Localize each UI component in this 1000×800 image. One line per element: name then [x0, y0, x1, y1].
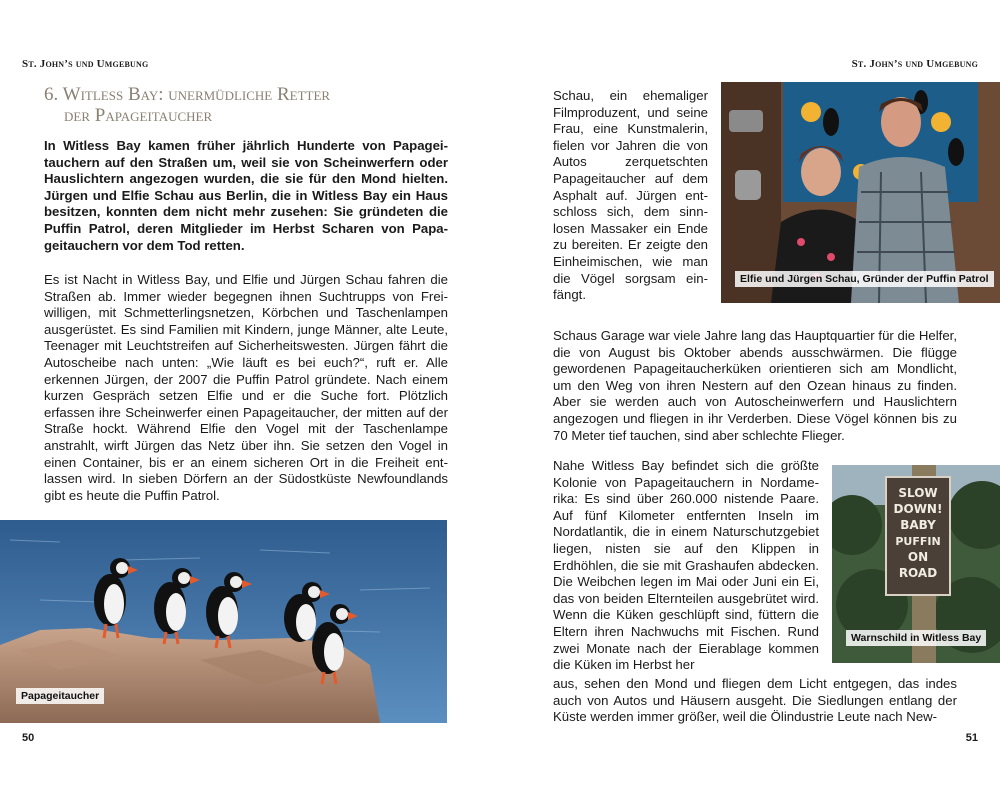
photo-caption-puffins: Papageitaucher — [16, 688, 104, 704]
sign-text-1: SLOW — [898, 486, 938, 500]
puffin-photo — [0, 520, 447, 723]
section-heading — [44, 84, 444, 126]
photo-caption-sign: Warnschild in Witless Bay — [846, 630, 986, 646]
sign-text-4: PUFFIN — [895, 535, 941, 548]
running-head-right: St. John’s und Umgebung — [851, 58, 978, 70]
sign-text-3: BABY — [900, 518, 936, 532]
heading-line-2: der Papageitaucher — [64, 105, 213, 126]
photo-caption-founders: Elfie und Jürgen Schau, Gründer der Puffin Patrol — [735, 271, 994, 287]
warning-sign-photo — [832, 465, 1000, 663]
right-paragraph-3-continued: aus, sehen den Mond und fliegen dem Licht entgegen, das indes auch von Autos und Häusern ausgeht. Die Siedlungen entlang der Küste werden immer größer, weil die Ölindustrie Leute nach New- — [553, 676, 957, 725]
founders-illustration — [721, 82, 1000, 303]
right-paragraph-3: Nahe Witless Bay befindet sich die größte Kolonie von Papageitauchern in Nordamerika: Es sind über 260.000 nistende Paare. Auf fünf Kilometer entfernten Inseln im Nordatlantik, die in einem Naturschutzgebiet liegen, nisten sie auf den Klippen in Erdhöhlen, die sie mit Grashaufen abdecken. Die Weibchen legen im Mai oder Juni ein Ei, das von beiden Elternteilen ausgebrütet wird. Wenn die Küken geschlüpft sind, füttern die Eltern ihren Nachwuchs mit Fischen. Rund zwei Monate nach der Eierablage kommen die Küken im Herbst her — [553, 458, 819, 673]
running-head-left: St. John’s und Umgebung — [22, 58, 149, 70]
founders-photo — [721, 82, 1000, 303]
page-number-right: 51 — [965, 732, 978, 744]
right-column-text: Schau, ein ehemaliger Filmproduzent, und seine Frau, eine Kunstmalerin, fielen vor Jahren die von Autos zerquetschten Papageitaucher auf dem Asphalt auf. Jürgen entschloss sich, dem sinnlosen Massaker ein Ende zu bereiten. Er zeigte den Einheimischen, wie man die Vögel sorgsam einfängt. — [553, 88, 708, 303]
page-number-left: 50 — [22, 732, 35, 744]
heading-line-1: 6. Witless Bay: unermüdliche Retter — [44, 84, 331, 105]
lead-paragraph: In Witless Bay kamen früher jährlich Hunderte von Papageitauchern auf den Straßen um, weil sie von Scheinwerfern oder Hauslichtern angezogen wurden, die sie für den Mond hielten. Jürgen und Elfie Schau aus Berlin, die in Witless Bay ein Haus besitzen, konnten dem nicht mehr zusehen: Sie gründeten die Puffin Patrol, deren Mitglieder im Herbst Scharen von Papageitauchern vor dem Tod retten. — [44, 138, 448, 253]
right-paragraph-2: Schaus Garage war viele Jahre lang das Hauptquartier für die Helfer, die von August bis Oktober abends ausschwärmen. Die flügge gewordenen Papageitaucherküken orientieren sich am Mondlicht, um den Weg von ihren Nestern auf den Ozean hinaus zu finden. Aber sie werden auch von Autoscheinwerfern und Hauslichtern angezogen und fliegen in ihr Verderben. Diese Vögel können bis zu 70 Meter tief tauchen, sind aber schlechte Flieger. — [553, 328, 957, 443]
sign-text-5: ON — [907, 550, 929, 564]
body-paragraph: Es ist Nacht in Witless Bay, und Elfie und Jürgen Schau fahren die Straßen ab. Immer wieder begegnen ihnen Suchtrupps von Freiwilligen, mit Schmetterlingsnetzen, Körbchen und Taschenlampen ausgerüstet. Es sind Familien mit Kindern, junge Männer, alte Leute, Teenager mit Leuchtstreifen auf Sicherheitswesten. Jürgen fährt die Autoscheibe nach unten: „Wie läuft es bei euch?“, ruft er. Alle erkennen Jürgen, der 2007 die Puffin Patrol gründete. Nach einem kurzen Gespräch setzen Elfie und er die Suche fort. Plötzlich erfassen ihre Scheinwerfer einen Papageitaucher, der mitten auf der Straße hockt. Während Elfie den Vogel mit der Taschenlampe anstrahlt, wirft Jürgen das Netz über ihn. Sie setzen den Vogel in einen Container, bis er an einem sicheren Ort in die Freiheit entlassen wird. In sieben Dörfern an der Südostküste Newfoundlands gibt es heute die Puffin Patrol. — [44, 272, 448, 503]
sign-text-2: DOWN! — [893, 502, 943, 516]
sign-text-6: ROAD — [898, 566, 938, 580]
